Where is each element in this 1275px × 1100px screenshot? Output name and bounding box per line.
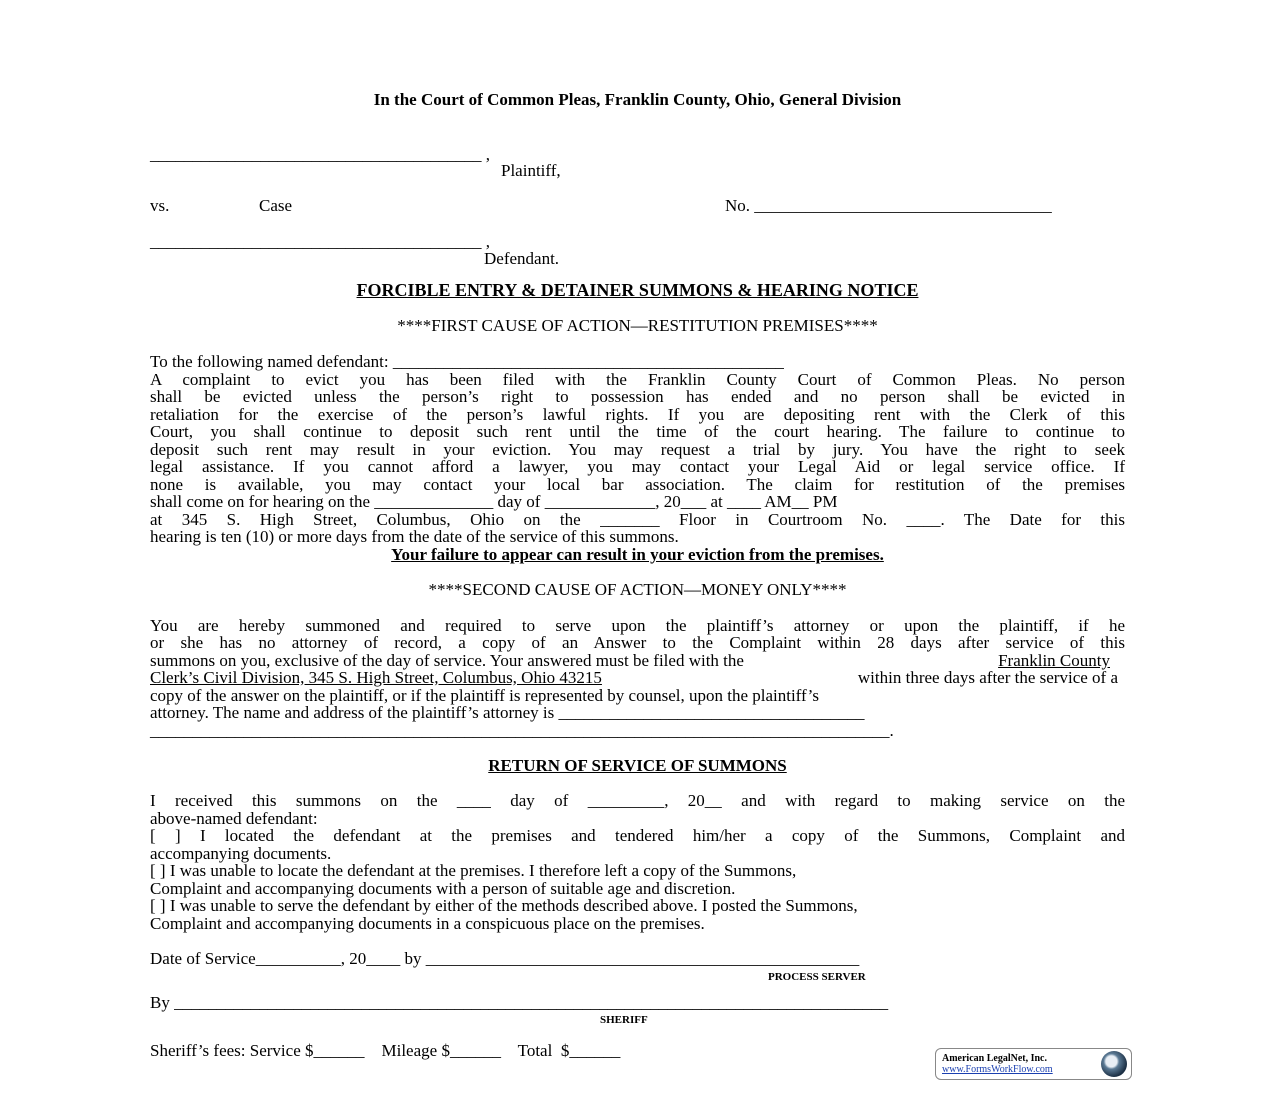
vs-label: vs. bbox=[150, 196, 170, 215]
defendant-name-line: To the following named defendant: ______________________________________________ bbox=[150, 352, 784, 371]
checkbox-option-posted[interactable]: [ ] I was unable to serve the defendant by either of the methods described above. I posted the Summons, bbox=[150, 896, 858, 915]
checkbox-option-left-copy[interactable]: [ ] I was unable to locate the defendant at the premises. I therefore left a copy of the Summons, bbox=[150, 861, 797, 880]
attorney-address-line: _______________________________________________________________________________________. bbox=[150, 721, 894, 740]
clerk-address-link[interactable]: Clerk’s Civil Division, 345 S. High Street, Columbus, Ohio 43215 bbox=[150, 668, 602, 687]
attorney-name-line: attorney. The name and address of the plaintiff’s attorney is ____________________________________ bbox=[150, 703, 865, 722]
case-label: Case bbox=[259, 196, 293, 215]
paragraph-line: or she has no attorney of record, a copy of an Answer to the Complaint within 28 days after service of this bbox=[150, 633, 1125, 652]
process-server-label: PROCESS SERVER bbox=[768, 971, 866, 983]
paragraph-line: You are hereby summoned and required to serve upon the plaintiff’s attorney or upon the plaintiff, if he bbox=[150, 616, 1125, 635]
paragraph-line: I received this summons on the ____ day of _________, 20__ and with regard to making service on the bbox=[150, 791, 1125, 810]
american-legalnet-logo bbox=[935, 1048, 1132, 1080]
sheriff-label: SHERIFF bbox=[600, 1014, 648, 1026]
defendant-name-blank: _______________________________________ , bbox=[150, 232, 490, 251]
globe-icon bbox=[1101, 1051, 1127, 1077]
paragraph-line: deposit such rent may result in your eviction. You may request a trial by jury. You have the right to seek bbox=[150, 440, 1125, 459]
paragraph-line: none is available, you may contact your local bar association. The claim for restitution of the premises bbox=[150, 475, 1125, 494]
paragraph-line: Complaint and accompanying documents in a conspicuous place on the premises. bbox=[150, 914, 705, 933]
hearing-date-line: shall come on for hearing on the ______________ day of _____________, 20___ at ____ AM__ PM bbox=[150, 492, 838, 511]
paragraph-line: legal assistance. If you cannot afford a lawyer, you may contact your Legal Aid or legal service office. If bbox=[150, 457, 1125, 476]
paragraph-line: copy of the answer on the plaintiff, or if the plaintiff is represented by counsel, upon the plaintiff’s bbox=[150, 686, 819, 705]
document-title: FORCIBLE ENTRY & DETAINER SUMMONS & HEARING NOTICE bbox=[356, 280, 919, 300]
paragraph-line: retaliation for the exercise of the person’s lawful rights. If you are depositing rent with the Clerk of this bbox=[150, 405, 1125, 424]
paragraph-line: accompanying documents. bbox=[150, 844, 332, 863]
case-number-blank: No. ___________________________________ bbox=[725, 196, 1052, 215]
paragraph-line: Court, you shall continue to deposit such rent until the time of the court hearing. The failure to continue to bbox=[150, 422, 1125, 441]
plaintiff-name-blank: _______________________________________ , bbox=[150, 145, 490, 164]
paragraph-line: shall be evicted unless the person’s right to possession has ended and no person shall be evicted in bbox=[150, 387, 1125, 406]
plaintiff-label: Plaintiff, bbox=[501, 161, 561, 180]
failure-warning: Your failure to appear can result in your eviction from the premises. bbox=[391, 545, 884, 564]
defendant-label: Defendant. bbox=[484, 249, 560, 268]
line-text: summons on you, exclusive of the day of service. Your answered must be filed with the bbox=[150, 651, 744, 670]
logo-company: American LegalNet, Inc. bbox=[942, 1053, 1047, 1064]
return-heading: RETURN OF SERVICE OF SUMMONS bbox=[488, 756, 787, 775]
paragraph-line: above-named defendant: bbox=[150, 809, 318, 828]
logo-url-link[interactable]: www.FormsWorkFlow.com bbox=[942, 1064, 1053, 1075]
paragraph-line: Complaint and accompanying documents with a person of suitable age and discretion. bbox=[150, 879, 736, 898]
line-text: within three days after the service of a bbox=[857, 668, 1118, 687]
sheriff-signature-line: By ____________________________________________________________________________________ bbox=[150, 993, 889, 1012]
sheriff-fees-line: Sheriff’s fees: Service $______ Mileage $______ Total $______ bbox=[150, 1041, 621, 1060]
hearing-location-line: at 345 S. High Street, Columbus, Ohio on the _______ Floor in Courtroom No. ____. The Date for this bbox=[150, 510, 1125, 529]
court-heading: In the Court of Common Pleas, Franklin County, Ohio, General Division bbox=[373, 90, 902, 109]
second-cause-heading: ****SECOND CAUSE OF ACTION—MONEY ONLY**** bbox=[428, 580, 847, 599]
clerk-link[interactable]: Franklin County bbox=[998, 651, 1110, 670]
paragraph-line: A complaint to evict you has been filed with the Franklin County Court of Common Pleas. No person bbox=[150, 370, 1125, 389]
paragraph-line bbox=[150, 669, 1118, 687]
paragraph-line: hearing is ten (10) or more days from the date of the service of this summons. bbox=[150, 527, 679, 546]
first-cause-heading: ****FIRST CAUSE OF ACTION—RESTITUTION PREMISES**** bbox=[397, 316, 878, 335]
date-of-service-line: Date of Service__________, 20____ by ___________________________________________________ bbox=[150, 949, 860, 968]
checkbox-option-located[interactable]: [ ] I located the defendant at the premises and tendered him/her a copy of the Summons, Complaint and bbox=[150, 826, 1125, 845]
